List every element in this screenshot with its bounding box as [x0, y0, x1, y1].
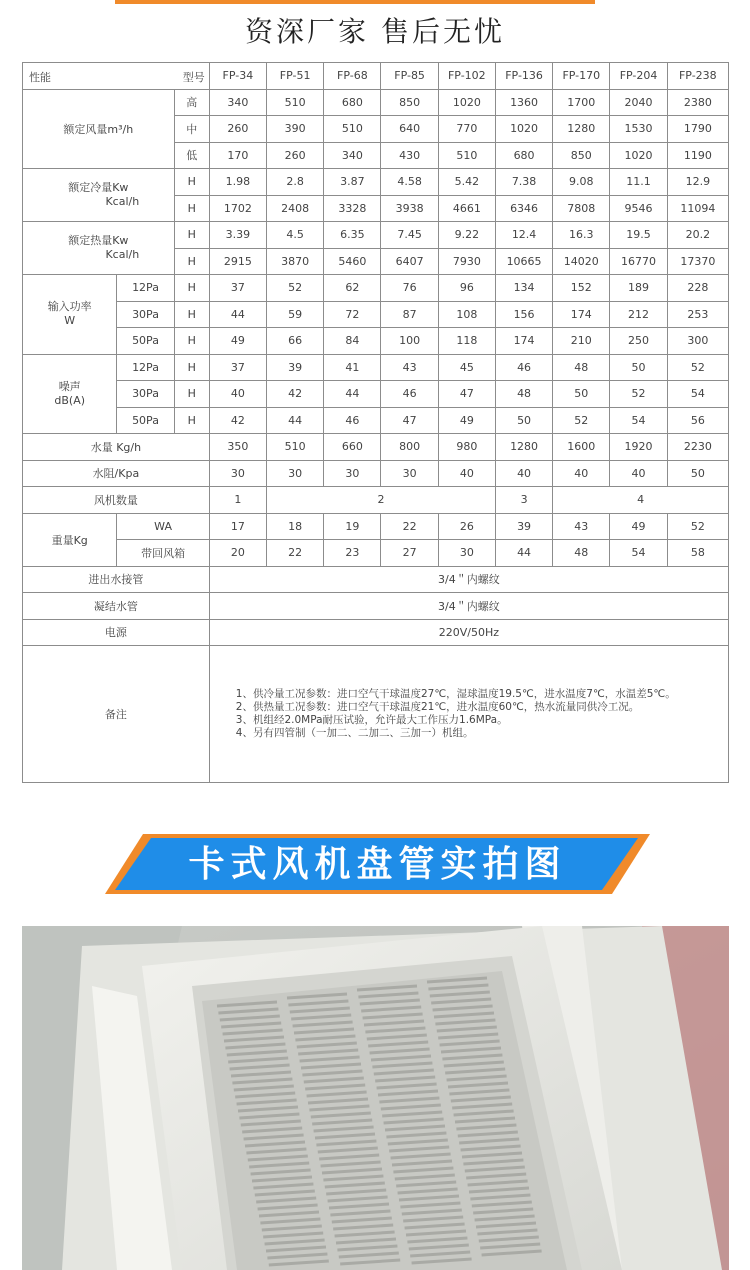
- noise-label: [23, 354, 117, 434]
- value-cell: 44: [324, 381, 381, 408]
- value-cell: 680: [324, 89, 381, 116]
- weight-sub-label: WA: [117, 513, 209, 540]
- value-cell: 4661: [438, 195, 495, 222]
- value-cell: 800: [381, 434, 438, 461]
- level-cell: H: [174, 354, 209, 381]
- value-cell: 100: [381, 328, 438, 355]
- value-cell: 58: [667, 540, 728, 567]
- notes-label: 备注: [23, 646, 210, 783]
- value-cell: 6407: [381, 248, 438, 275]
- value-cell: 46: [324, 407, 381, 434]
- value-cell: 2: [267, 487, 496, 514]
- value-cell: 47: [381, 407, 438, 434]
- value-cell: 7.38: [495, 169, 552, 196]
- value-cell: 1280: [495, 434, 552, 461]
- heating-label: [23, 222, 175, 275]
- level-cell: H: [174, 301, 209, 328]
- value-cell: 54: [610, 540, 667, 567]
- value-cell: 14020: [553, 248, 610, 275]
- fan-count-label: 风机数量: [23, 487, 210, 514]
- value-cell: 9.08: [553, 169, 610, 196]
- value-cell: 44: [495, 540, 552, 567]
- cooling-label: [23, 169, 175, 222]
- noise-label-unit: dB(A): [54, 393, 86, 407]
- value-cell: 260: [209, 116, 266, 143]
- value-cell: 1702: [209, 195, 266, 222]
- level-cell: 高: [174, 89, 209, 116]
- table-row: [23, 407, 729, 434]
- value-cell: 20: [209, 540, 266, 567]
- value-cell: 52: [667, 354, 728, 381]
- value-cell: 12.9: [667, 169, 728, 196]
- value-cell: 30: [438, 540, 495, 567]
- value-cell: 9546: [610, 195, 667, 222]
- value-cell: 46: [495, 354, 552, 381]
- value-cell: 30: [267, 460, 324, 487]
- performance-header: 性能: [29, 71, 51, 84]
- value-cell: 39: [267, 354, 324, 381]
- value-cell: 212: [610, 301, 667, 328]
- table-row: [23, 434, 729, 461]
- value-cell: 87: [381, 301, 438, 328]
- value-cell: 40: [495, 460, 552, 487]
- value-cell: 510: [438, 142, 495, 169]
- value-cell: 5.42: [438, 169, 495, 196]
- value-cell: 11.1: [610, 169, 667, 196]
- value-cell: 42: [209, 407, 266, 434]
- table-row: [23, 540, 729, 567]
- table-row: [23, 301, 729, 328]
- value-cell: 156: [495, 301, 552, 328]
- note-line: 2、供热量工况参数：进口空气干球温度21℃，进水温度60℃，热水流量同供冷工况。: [235, 701, 640, 713]
- value-cell: 3.87: [324, 169, 381, 196]
- value-cell: 40: [438, 460, 495, 487]
- value-cell: 40: [553, 460, 610, 487]
- value-cell: 44: [267, 407, 324, 434]
- value-cell: 50: [495, 407, 552, 434]
- value-cell: 2380: [667, 89, 728, 116]
- value-cell: 22: [381, 513, 438, 540]
- value-cell: 76: [381, 275, 438, 302]
- value-cell: 2408: [267, 195, 324, 222]
- value-cell: 300: [667, 328, 728, 355]
- value-cell: 17370: [667, 248, 728, 275]
- value-cell: 72: [324, 301, 381, 328]
- value-cell: 340: [209, 89, 266, 116]
- condensate-label: 凝结水管: [23, 593, 210, 620]
- value-cell: 7930: [438, 248, 495, 275]
- level-cell: H: [174, 407, 209, 434]
- value-cell: 43: [381, 354, 438, 381]
- level-cell: H: [174, 248, 209, 275]
- value-cell: 44: [209, 301, 266, 328]
- value-cell: 48: [495, 381, 552, 408]
- value-cell: 11094: [667, 195, 728, 222]
- value-cell: 5460: [324, 248, 381, 275]
- value-cell: 19: [324, 513, 381, 540]
- power-supply-label: 电源: [23, 619, 210, 646]
- value-cell: 2.8: [267, 169, 324, 196]
- heating-label-kcal: Kcal/h: [105, 248, 140, 261]
- value-cell: 253: [667, 301, 728, 328]
- table-row: [23, 566, 729, 593]
- value-cell: 2230: [667, 434, 728, 461]
- value-cell: 3328: [324, 195, 381, 222]
- table-row: [23, 354, 729, 381]
- model-cell: FP-170: [553, 63, 610, 90]
- value-cell: 12.4: [495, 222, 552, 249]
- value-cell: 30: [324, 460, 381, 487]
- level-cell: H: [174, 328, 209, 355]
- table-row: [23, 275, 729, 302]
- value-cell: 66: [267, 328, 324, 355]
- weight-sub-label: 带回风箱: [117, 540, 209, 567]
- value-cell: 50: [610, 354, 667, 381]
- value-cell: 1.98: [209, 169, 266, 196]
- value-cell: 260: [267, 142, 324, 169]
- value-cell: 510: [267, 434, 324, 461]
- value-cell: 6.35: [324, 222, 381, 249]
- level-cell: H: [174, 195, 209, 222]
- level-cell: H: [174, 169, 209, 196]
- pressure-cell: 12Pa: [117, 275, 174, 302]
- pressure-cell: 50Pa: [117, 407, 174, 434]
- value-cell: 430: [381, 142, 438, 169]
- value-cell: 52: [553, 407, 610, 434]
- value-cell: 59: [267, 301, 324, 328]
- table-row: [23, 619, 729, 646]
- value-cell: 45: [438, 354, 495, 381]
- value-cell: 54: [667, 381, 728, 408]
- value-cell: 350: [209, 434, 266, 461]
- corner-header-cell: [23, 63, 210, 90]
- water-flow-label: 水量 Kg/h: [23, 434, 210, 461]
- value-cell: 54: [610, 407, 667, 434]
- spec-table: [22, 62, 729, 783]
- value-cell: 52: [667, 513, 728, 540]
- value-cell: 56: [667, 407, 728, 434]
- value-cell: 1020: [438, 89, 495, 116]
- value-cell: 42: [267, 381, 324, 408]
- value-cell: 7.45: [381, 222, 438, 249]
- model-header: 型号: [182, 71, 205, 84]
- value-cell: 189: [610, 275, 667, 302]
- model-cell: FP-204: [610, 63, 667, 90]
- value-cell: 52: [610, 381, 667, 408]
- value-cell: 2040: [610, 89, 667, 116]
- value-cell: 96: [438, 275, 495, 302]
- value-cell: 510: [267, 89, 324, 116]
- value-cell: 62: [324, 275, 381, 302]
- table-row: [23, 89, 729, 116]
- noise-label-text: 噪声: [58, 379, 81, 393]
- value-cell: 4.5: [267, 222, 324, 249]
- value-cell: 30: [381, 460, 438, 487]
- value-cell: 30: [209, 460, 266, 487]
- airflow-label: 额定风量m³/h: [23, 89, 175, 169]
- level-cell: H: [174, 222, 209, 249]
- value-cell: 174: [495, 328, 552, 355]
- value-cell: 50: [553, 381, 610, 408]
- pressure-cell: 50Pa: [117, 328, 174, 355]
- value-cell: 170: [209, 142, 266, 169]
- pipe-value: 3/4＂内螺纹: [209, 566, 728, 593]
- value-cell: 850: [381, 89, 438, 116]
- product-photo: [22, 926, 729, 1270]
- value-cell: 22: [267, 540, 324, 567]
- value-cell: 3.39: [209, 222, 266, 249]
- model-cell: FP-85: [381, 63, 438, 90]
- weight-label: 重量Kg: [23, 513, 117, 566]
- level-cell: H: [174, 275, 209, 302]
- value-cell: 1700: [553, 89, 610, 116]
- power-label-unit: W: [64, 314, 76, 328]
- banner-title: 卡式风机盘管实拍图: [188, 844, 567, 885]
- model-cell: FP-34: [209, 63, 266, 90]
- water-resistance-label: 水阻/Kpa: [23, 460, 210, 487]
- level-cell: 低: [174, 142, 209, 169]
- pipe-label: 进出水接管: [23, 566, 210, 593]
- value-cell: 3938: [381, 195, 438, 222]
- value-cell: 84: [324, 328, 381, 355]
- value-cell: 4: [553, 487, 729, 514]
- table-row: [23, 169, 729, 196]
- power-supply-value: 220V/50Hz: [209, 619, 728, 646]
- power-label-text: 输入功率: [47, 300, 92, 314]
- value-cell: 1280: [553, 116, 610, 143]
- table-row: [23, 328, 729, 355]
- value-cell: 1920: [610, 434, 667, 461]
- table-row: [23, 487, 729, 514]
- value-cell: 7808: [553, 195, 610, 222]
- value-cell: 1790: [667, 116, 728, 143]
- pressure-cell: 30Pa: [117, 301, 174, 328]
- value-cell: 1020: [610, 142, 667, 169]
- level-cell: 中: [174, 116, 209, 143]
- value-cell: 10665: [495, 248, 552, 275]
- value-cell: 108: [438, 301, 495, 328]
- value-cell: 250: [610, 328, 667, 355]
- slogan: 资深厂家 售后无忧: [245, 15, 505, 48]
- model-cell: FP-238: [667, 63, 728, 90]
- value-cell: 48: [553, 540, 610, 567]
- value-cell: 16.3: [553, 222, 610, 249]
- value-cell: 2915: [209, 248, 266, 275]
- value-cell: 18: [267, 513, 324, 540]
- value-cell: 152: [553, 275, 610, 302]
- value-cell: 1360: [495, 89, 552, 116]
- table-row: [23, 381, 729, 408]
- value-cell: 980: [438, 434, 495, 461]
- value-cell: 49: [438, 407, 495, 434]
- model-cell: FP-102: [438, 63, 495, 90]
- value-cell: 3: [495, 487, 552, 514]
- value-cell: 4.58: [381, 169, 438, 196]
- cooling-label-kcal: Kcal/h: [105, 195, 140, 208]
- value-cell: 390: [267, 116, 324, 143]
- value-cell: 770: [438, 116, 495, 143]
- header-row: [23, 63, 729, 90]
- value-cell: 660: [324, 434, 381, 461]
- value-cell: 40: [610, 460, 667, 487]
- value-cell: 1020: [495, 116, 552, 143]
- value-cell: 850: [553, 142, 610, 169]
- cooling-label-kw: 额定冷量Kw: [68, 181, 129, 194]
- table-row: [23, 593, 729, 620]
- value-cell: 1: [209, 487, 266, 514]
- value-cell: 640: [381, 116, 438, 143]
- value-cell: 19.5: [610, 222, 667, 249]
- value-cell: 23: [324, 540, 381, 567]
- value-cell: 49: [610, 513, 667, 540]
- heating-label-kw: 额定热量Kw: [68, 234, 129, 247]
- table-row: [23, 513, 729, 540]
- model-cell: FP-51: [267, 63, 324, 90]
- value-cell: 46: [381, 381, 438, 408]
- value-cell: 680: [495, 142, 552, 169]
- value-cell: 228: [667, 275, 728, 302]
- note-line: 1、供冷量工况参数：进口空气干球温度27℃，湿球温度19.5℃，进水温度7℃，水温差5℃。: [235, 688, 676, 700]
- value-cell: 1190: [667, 142, 728, 169]
- value-cell: 20.2: [667, 222, 728, 249]
- condensate-value: 3/4＂内螺纹: [209, 593, 728, 620]
- value-cell: 47: [438, 381, 495, 408]
- value-cell: 27: [381, 540, 438, 567]
- notes-content: [209, 646, 728, 783]
- model-cell: FP-68: [324, 63, 381, 90]
- model-cell: FP-136: [495, 63, 552, 90]
- value-cell: 40: [209, 381, 266, 408]
- value-cell: 1530: [610, 116, 667, 143]
- value-cell: 118: [438, 328, 495, 355]
- table-row: [23, 222, 729, 249]
- value-cell: 26: [438, 513, 495, 540]
- pressure-cell: 12Pa: [117, 354, 174, 381]
- power-label: [23, 275, 117, 355]
- value-cell: 210: [553, 328, 610, 355]
- table-row: [23, 646, 729, 783]
- table-row: [23, 460, 729, 487]
- note-line: 4、另有四管制（一加二、二加二、三加一）机组。: [235, 727, 474, 739]
- note-line: 3、机组经2.0MPa耐压试验，允许最大工作压力1.6MPa。: [235, 714, 508, 726]
- level-cell: H: [174, 381, 209, 408]
- value-cell: 43: [553, 513, 610, 540]
- value-cell: 49: [209, 328, 266, 355]
- value-cell: 37: [209, 275, 266, 302]
- value-cell: 39: [495, 513, 552, 540]
- value-cell: 50: [667, 460, 728, 487]
- value-cell: 3870: [267, 248, 324, 275]
- value-cell: 134: [495, 275, 552, 302]
- value-cell: 1600: [553, 434, 610, 461]
- value-cell: 37: [209, 354, 266, 381]
- value-cell: 174: [553, 301, 610, 328]
- value-cell: 52: [267, 275, 324, 302]
- value-cell: 48: [553, 354, 610, 381]
- value-cell: 16770: [610, 248, 667, 275]
- value-cell: 6346: [495, 195, 552, 222]
- pressure-cell: 30Pa: [117, 381, 174, 408]
- value-cell: 9.22: [438, 222, 495, 249]
- value-cell: 510: [324, 116, 381, 143]
- value-cell: 340: [324, 142, 381, 169]
- value-cell: 17: [209, 513, 266, 540]
- top-accent-bar: [115, 0, 595, 4]
- value-cell: 41: [324, 354, 381, 381]
